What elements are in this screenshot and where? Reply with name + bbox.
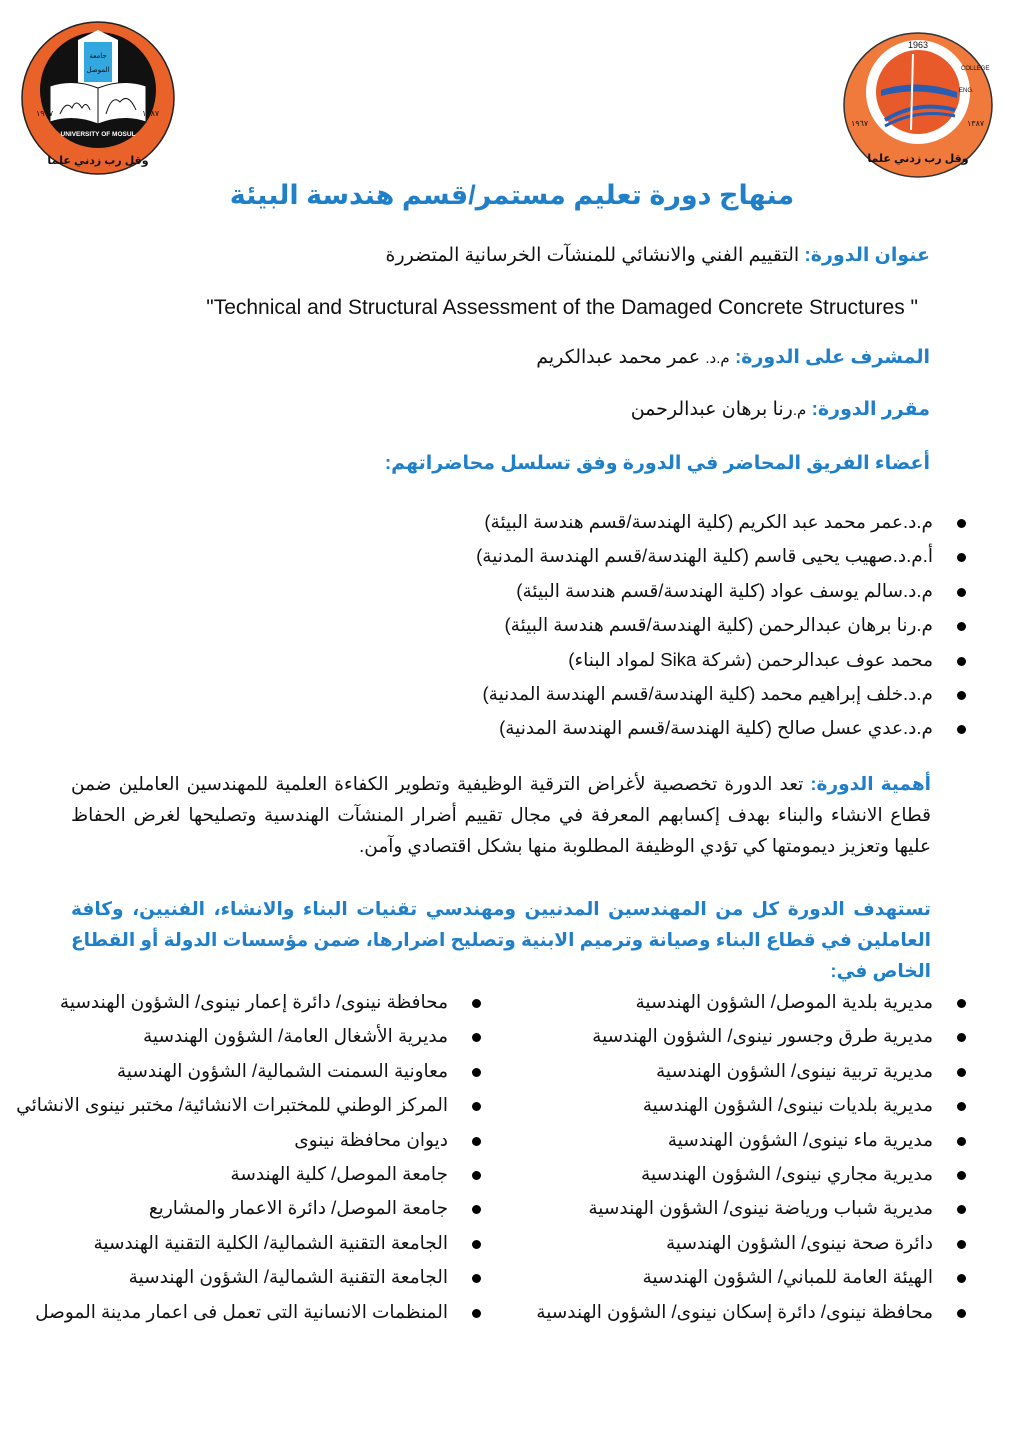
bullet-icon: [957, 1171, 966, 1180]
lecturers-list: [476, 505, 966, 746]
svg-text:COLLEGE: COLLEGE: [961, 66, 990, 72]
course-title-line: [386, 244, 931, 267]
institution-text: ديوان محافظة نينوى: [294, 1128, 448, 1150]
bullet-icon: [957, 657, 966, 666]
bullet-icon: [472, 1274, 481, 1283]
team-heading-text: أعضاء الفريق المحاضر في الدورة وفق تسلسل محاضراتهم:: [384, 453, 930, 474]
institution-text: مديرية بلدية الموصل/ الشؤون الهندسية: [635, 991, 933, 1012]
institutions-left-list: [1, 985, 481, 1329]
lecturer-text: م.د.عمر محمد عبد الكريم (كلية الهندسة/قسم هندسة البيئة): [484, 511, 933, 532]
list-item: [486, 711, 966, 745]
lecturer-text: أ.م.د.صهيب يحيى قاسم (كلية الهندسة/قسم الهندسة المدنية): [476, 545, 933, 567]
bullet-icon: [957, 1240, 966, 1249]
lecturer-text: م.د.خلف إبراهيم محمد (كلية الهندسة/قسم الهندسة المدنية): [482, 682, 933, 704]
bullet-icon: [957, 553, 966, 562]
bullet-icon: [957, 1137, 966, 1146]
svg-text:الموصل: الموصل: [86, 67, 110, 74]
institution-text: المنظمات الانسانية التى تعمل فى اعمار مدينة الموصل: [35, 1300, 448, 1322]
lecturer-text: محمد عوف عبدالرحمن (شركة Sika لمواد البناء): [568, 648, 933, 670]
supervisor-prefix: م.د.: [705, 350, 730, 367]
svg-text:١٩٦٧: ١٩٦٧: [851, 119, 869, 128]
institution-text: المركز الوطني للمختبرات الانشائية/ مختبر نينوى الانشائي: [16, 1094, 448, 1116]
list-item: [526, 985, 966, 1019]
bullet-icon: [957, 1309, 966, 1318]
rapporteur-name: رنا برهان عبدالرحمن: [630, 399, 793, 420]
course-title-value: التقييم الفني والانشائي للمنشآت الخرسانية المتضررة: [385, 245, 800, 266]
bullet-icon: [957, 622, 966, 631]
svg-text:1963: 1963: [907, 40, 929, 50]
list-item: [1, 1088, 481, 1122]
lecturer-text: م.رنا برهان عبدالرحمن (كلية الهندسة/قسم هندسة البيئة): [504, 614, 933, 636]
bullet-icon: [472, 1240, 481, 1249]
institution-text: مديرية ماء نينوى/ الشؤون الهندسية: [667, 1128, 933, 1150]
list-item: [526, 1260, 966, 1294]
list-item: [486, 608, 966, 642]
institution-text: مديرية بلديات نينوى/ الشؤون الهندسية: [642, 1094, 933, 1116]
bullet-icon: [957, 725, 966, 734]
list-item: [1, 1123, 481, 1157]
bullet-icon: [472, 1205, 481, 1214]
bullet-icon: [957, 1068, 966, 1077]
list-item: [1, 1295, 481, 1329]
list-item: [1, 1157, 481, 1191]
importance-text: تعد الدورة تخصصية لأغراض الترقية الوظيفية وتطوير الكفاءة العلمية للمهندسين العاملين ضمن قطاع الانشاء والبناء بهدف إكسابهم المعرفة في مجال تقييم أضرار المنشآت الهندسية وتصليحها لغرض الحفاظ عليها وتعزيز ديمومتها كي تؤدي الوظيفة المطلوبة منها بشكل اقتصادي وآمن.: [71, 773, 931, 856]
list-item: [526, 1019, 966, 1053]
bullet-icon: [472, 1171, 481, 1180]
list-item: [1, 1226, 481, 1260]
svg-text:ENG.: ENG.: [959, 88, 974, 94]
list-item: [526, 1226, 966, 1260]
institution-text: الجامعة التقنية الشمالية/ الشؤون الهندسية: [128, 1266, 448, 1288]
list-item: [486, 505, 966, 539]
target-audience: تستهدف الدورة كل من المهندسين المدنيين ومهندسي تقنيات البناء والانشاء، الفنيين، وكافة العاملين في قطاع البناء وصيانة وترميم الابنية وتصليح اضرارها، ضمن مؤسسات الدولة أو القطاع الخاص في:: [71, 898, 931, 981]
list-item: [1, 1019, 481, 1053]
institution-text: الهيئة العامة للمباني/ الشؤون الهندسية: [642, 1266, 933, 1288]
list-item: [1, 1191, 481, 1225]
bullet-icon: [957, 999, 966, 1008]
list-item: [526, 1054, 966, 1088]
bullet-icon: [957, 1205, 966, 1214]
bullet-icon: [472, 1102, 481, 1111]
university-of-mosul-logo: [18, 18, 178, 178]
rapporteur-line: [631, 398, 930, 421]
institution-text: معاونية السمنت الشمالية/ الشؤون الهندسية: [116, 1059, 448, 1081]
svg-text:١٩٦٧: ١٩٦٧: [36, 109, 54, 118]
institution-text: محافظة نينوى/ دائرة إسكان نينوى/ الشؤون الهندسية: [536, 1300, 933, 1322]
bullet-icon: [472, 999, 481, 1008]
institution-text: جامعة الموصل/ كلية الهندسة: [230, 1162, 448, 1184]
list-item: [1, 985, 481, 1019]
institution-text: مديرية شباب ورياضة نينوى/ الشؤون الهندسية: [588, 1197, 933, 1219]
lecturer-text: م.د.سالم يوسف عواد (كلية الهندسة/قسم هندسة البيئة): [516, 579, 933, 601]
supervisor-label: المشرف على الدورة:: [734, 347, 930, 368]
importance-label: أهمية الدورة:: [810, 773, 932, 794]
page-title: منهاج دورة تعليم مستمر/قسم هندسة البيئة: [229, 180, 795, 210]
list-item: [526, 1088, 966, 1122]
list-item: [526, 1157, 966, 1191]
course-title-label: عنوان الدورة:: [804, 245, 930, 266]
institutions-right-list: [526, 985, 966, 1329]
bullet-icon: [472, 1137, 481, 1146]
bullet-icon: [957, 1102, 966, 1111]
svg-text:وقل رب زدني علما: وقل رب زدني علما: [47, 155, 149, 167]
svg-text:١٣٨٧: ١٣٨٧: [967, 119, 985, 128]
svg-text:وقل رب زدني علما: وقل رب زدني علما: [867, 153, 969, 165]
supervisor-line: [536, 346, 930, 369]
bullet-icon: [957, 1033, 966, 1042]
course-title-english: "Technical and Structural Assessment of the Damaged Concrete Structures ": [206, 296, 918, 319]
importance-paragraph: [71, 768, 931, 861]
list-item: [1, 1260, 481, 1294]
supervisor-name: عمر محمد عبدالكريم: [536, 347, 701, 368]
rapporteur-label: مقرر الدورة:: [811, 399, 930, 420]
institution-text: مديرية الأشغال العامة/ الشؤون الهندسية: [142, 1025, 448, 1047]
bullet-icon: [957, 519, 966, 528]
bullet-icon: [472, 1033, 481, 1042]
institution-text: محافظة نينوى/ دائرة إعمار نينوى/ الشؤون الهندسية: [59, 991, 448, 1012]
list-item: [1, 1054, 481, 1088]
list-item: [486, 574, 966, 608]
institution-text: مديرية طرق وجسور نينوى/ الشؤون الهندسية: [592, 1025, 933, 1047]
svg-text:UNIVERSITY OF MOSUL: UNIVERSITY OF MOSUL: [60, 131, 136, 138]
bullet-icon: [472, 1068, 481, 1077]
institution-text: جامعة الموصل/ دائرة الاعمار والمشاريع: [148, 1197, 448, 1219]
bullet-icon: [472, 1309, 481, 1318]
bullet-icon: [957, 588, 966, 597]
bullet-icon: [957, 691, 966, 700]
institution-text: دائرة صحة نينوى/ الشؤون الهندسية: [665, 1231, 933, 1253]
institution-text: الجامعة التقنية الشمالية/ الكلية التقنية الهندسية: [93, 1231, 448, 1253]
rapporteur-prefix: م.: [792, 402, 807, 419]
list-item: [526, 1123, 966, 1157]
institution-text: مديرية تربية نينوى/ الشؤون الهندسية: [655, 1059, 933, 1081]
list-item: [486, 643, 966, 677]
list-item: [482, 677, 966, 711]
list-item: [526, 1295, 966, 1329]
list-item: [526, 1191, 966, 1225]
lecturer-text: م.د.عدي عسل صالح (كلية الهندسة/قسم الهندسة المدنية): [499, 717, 933, 739]
list-item: [476, 539, 966, 573]
institution-text: مديرية مجاري نينوى/ الشؤون الهندسية: [641, 1162, 933, 1184]
bullet-icon: [957, 1274, 966, 1283]
svg-text:جامعة: جامعة: [89, 53, 107, 60]
team-heading: [385, 452, 930, 475]
college-of-engineering-logo: [841, 30, 996, 180]
svg-text:١٣٨٧: ١٣٨٧: [142, 109, 160, 118]
